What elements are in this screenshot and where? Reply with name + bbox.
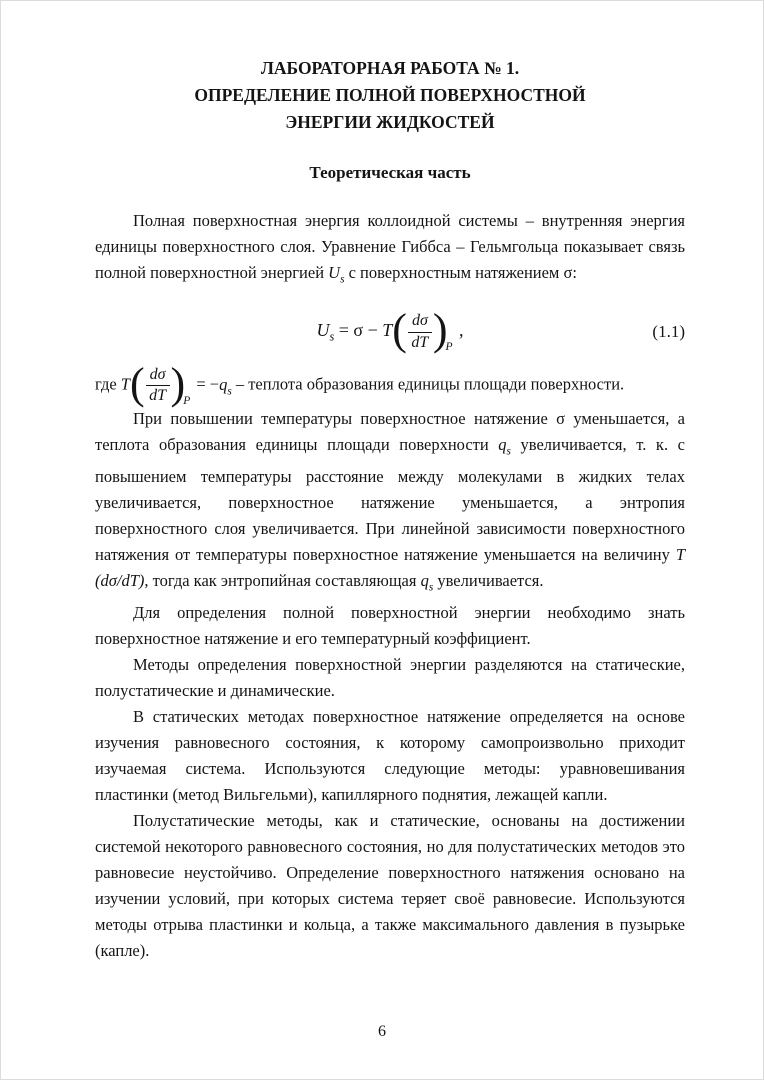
- eq-var-U-subscript: s: [329, 329, 335, 344]
- where-var-T: T: [120, 374, 130, 394]
- eq-var-U: U: [316, 320, 330, 341]
- temp-text-d: увеличивается.: [433, 571, 544, 591]
- paragraph-intro: [95, 208, 685, 292]
- var-U: U: [328, 263, 341, 282]
- where-derivative-fraction: [146, 366, 170, 406]
- fraction-numerator: dσ: [408, 312, 432, 332]
- title-line-3: ЭНЕРГИИ ЖИДКОСТЕЙ: [285, 112, 495, 132]
- fraction-denominator: dT: [411, 333, 429, 351]
- intro-text-b: с поверхностным натяжением σ:: [344, 263, 577, 282]
- where-right-paren: ): [170, 359, 186, 409]
- equation-1-1: [95, 306, 685, 358]
- temp-var-q2: q: [420, 571, 429, 591]
- title-line-1: ЛАБОРАТОРНАЯ РАБОТА № 1.: [260, 58, 520, 78]
- eq-mid-text: = σ −: [334, 320, 383, 341]
- paragraph-semistatic-methods: Полустатические методы, как и статические, основаны на достижении системой некоторого равновесного состояния, но для полустатических методов это равновесие неустойчиво. Определение поверхностного натяжения основано на изучении условий, при которых система теряет своё равновесие. Используются методы отрыва пластинки и кольца, а также максимального давления в пузырьке (капле).: [95, 811, 685, 961]
- paragraph-methods: Методы определения поверхностной энергии разделяются на статические, полустатические и динамические.: [95, 655, 685, 701]
- where-tail-text: – теплота образования единицы площади поверхности.: [231, 374, 625, 394]
- paragraph-temperature: [95, 406, 685, 601]
- var-U-subscript: s: [340, 273, 345, 286]
- paragraph-definition: Для определения полной поверхностной энергии необходимо знать поверхностное натяжение и его температурный коэффициент.: [95, 603, 685, 649]
- temp-var-T-expression: T (dσ/dT): [95, 545, 685, 591]
- pressure-subscript: P: [445, 341, 453, 354]
- temp-var-q1: q: [498, 434, 507, 454]
- where-word: где: [95, 374, 121, 394]
- eq-comma: ,: [454, 320, 464, 341]
- title-line-2: ОПРЕДЕЛЕНИЕ ПОЛНОЙ ПОВЕРХНОСТНОЙ: [194, 85, 586, 105]
- where-var-q-subscript: s: [227, 385, 232, 398]
- eq-var-Us: [316, 320, 335, 344]
- temp-var-q1-subscript: s: [506, 445, 511, 458]
- where-var-q: q: [219, 374, 228, 394]
- where-fraction-numerator: dσ: [146, 366, 170, 386]
- temp-text-c: , тогда как энтропийная составляющая: [144, 571, 421, 591]
- equation-number: (1.1): [652, 322, 685, 342]
- temp-var-qs1: [498, 434, 511, 458]
- temp-var-q2-subscript: s: [428, 581, 434, 594]
- paragraph-where: [95, 359, 685, 409]
- intro-text-a: Полная поверхностная энергия коллоидной системы – внутренняя энергия единицы поверхностного слоя. Уравнение Гиббса – Гельмгольца показывает связь полной поверхностной энергией: [95, 211, 685, 282]
- temp-var-qs2: [420, 571, 434, 594]
- where-left-paren: (: [129, 359, 145, 409]
- equation-body: [316, 305, 464, 355]
- paragraph-static-methods: В статических методах поверхностное натяжение определяется на основе изучения равновесного состояния, к которому самопроизвольно приходит изучаемая система. Используются следующие методы: уравновешивания пластинки (метод Вильгельми), капиллярного поднятия, лежащей капли.: [95, 707, 685, 805]
- derivative-fraction: [408, 312, 432, 352]
- eq-var-T: T: [382, 320, 393, 341]
- left-paren: (: [392, 305, 407, 355]
- temp-text-a: При повышении температуры поверхностное натяжение σ уменьшается, а теплота образования единицы площади поверхности: [95, 408, 685, 454]
- section-heading: Теоретическая часть: [309, 163, 471, 182]
- page-content: [95, 55, 685, 964]
- temp-text-b: увеличивается, т. к. с повышением температуры расстояние между молекулами в жидких телах увеличивается, поверхностное натяжение уменьшается, а энтропия поверхностного слоя увеличивается. При линейной зависимости поверхностного натяжения от температуры поверхностное натяжение уменьшается на величину: [95, 434, 685, 565]
- var-Us: [328, 263, 345, 286]
- right-paren: ): [432, 305, 448, 355]
- document-title: [95, 55, 685, 136]
- page-number: 6: [378, 1023, 386, 1040]
- where-var-qs: [219, 374, 232, 398]
- where-fraction-denominator: dT: [149, 387, 167, 405]
- where-pressure-subscript: P: [183, 394, 191, 407]
- where-equals: = −: [192, 374, 220, 394]
